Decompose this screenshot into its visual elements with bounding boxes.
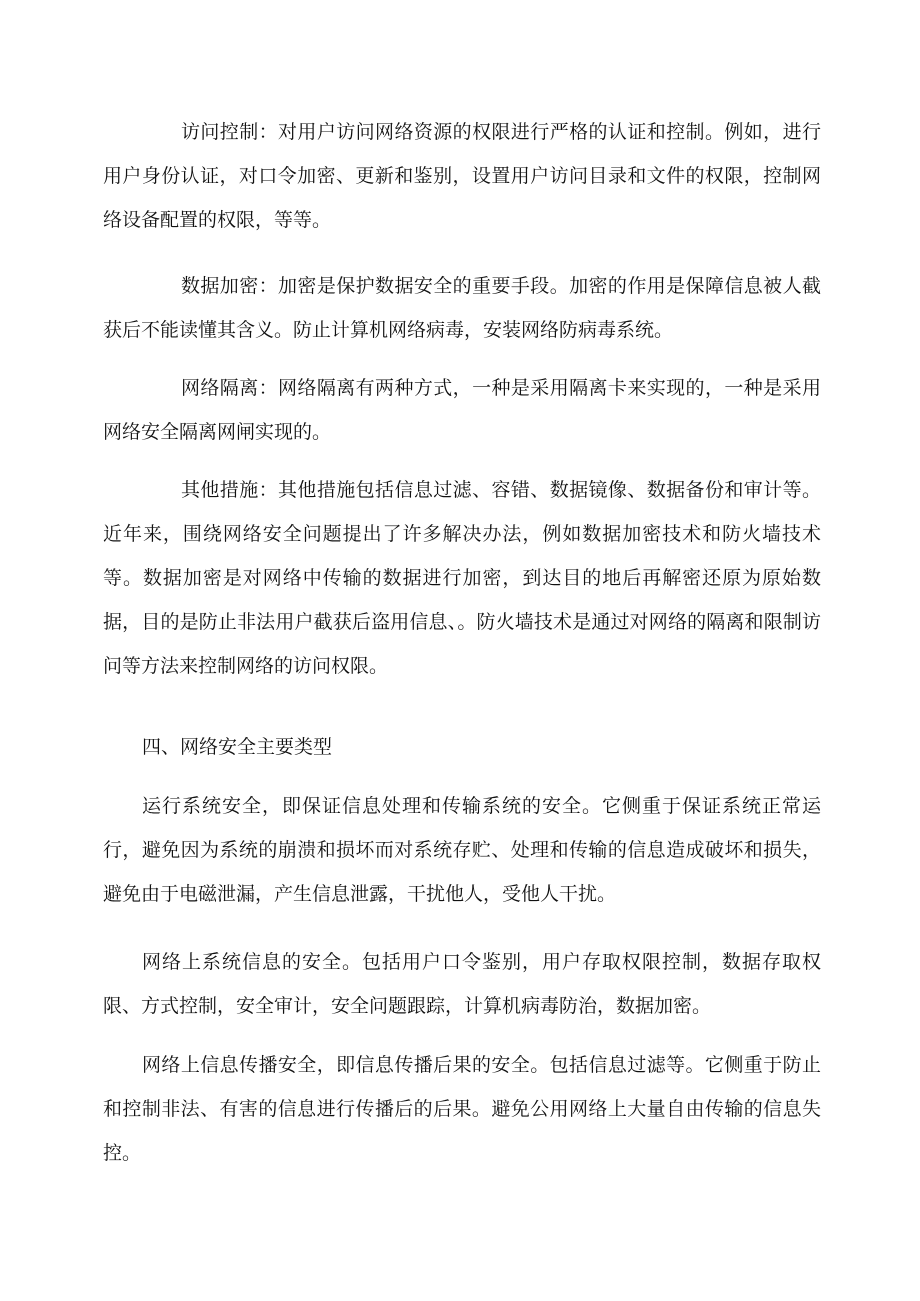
paragraph-access-control: 访问控制：对用户访问网络资源的权限进行严格的认证和控制。例如，进行用户身份认证，对口令加密、更新和鉴别，设置用户访问目录和文件的权限，控制网络设备配置的权限，等等。 bbox=[103, 121, 821, 231]
paragraph-other-measures: 其他措施：其他措施包括信息过滤、容错、数据镜像、数据备份和审计等。近年来，围绕网络安全问题提出了许多解决办法，例如数据加密技术和防火墙技术等。数据加密是对网络中传输的数据进行加密，到达目的地后再解密还原为原始数据，目的是防止非法用户截获后盗用信息、。防火墙技术是通过对网络的隔离和限制访问等方法来控制网络的访问权限。 bbox=[103, 479, 821, 677]
paragraph-network-isolation: 网络隔离：网络隔离有两种方式，一种是采用隔离卡来实现的，一种是采用网络安全隔离网闸实现的。 bbox=[103, 377, 821, 443]
paragraph-data-encryption: 数据加密：加密是保护数据安全的重要手段。加密的作用是保障信息被人截获后不能读懂其含义。防止计算机网络病毒，安装网络防病毒系统。 bbox=[103, 275, 821, 341]
section-heading: 四、网络安全主要类型 bbox=[142, 736, 333, 758]
paragraph-operating-system-security: 运行系统安全，即保证信息处理和传输系统的安全。它侧重于保证系统正常运行，避免因为系统的崩溃和损坏而对系统存贮、处理和传输的信息造成破坏和损失，避免由于电磁泄漏，产生信息泄露，干扰他人，受他人干扰。 bbox=[103, 795, 821, 905]
paragraph-system-information-security: 网络上系统信息的安全。包括用户口令鉴别，用户存取权限控制，数据存取权限、方式控制，安全审计，安全问题跟踪，计算机病毒防治，数据加密。 bbox=[103, 951, 821, 1017]
paragraph-information-dissemination-security: 网络上信息传播安全，即信息传播后果的安全。包括信息过滤等。它侧重于防止和控制非法、有害的信息进行传播后的后果。避免公用网络上大量自由传输的信息失控。 bbox=[103, 1054, 821, 1164]
